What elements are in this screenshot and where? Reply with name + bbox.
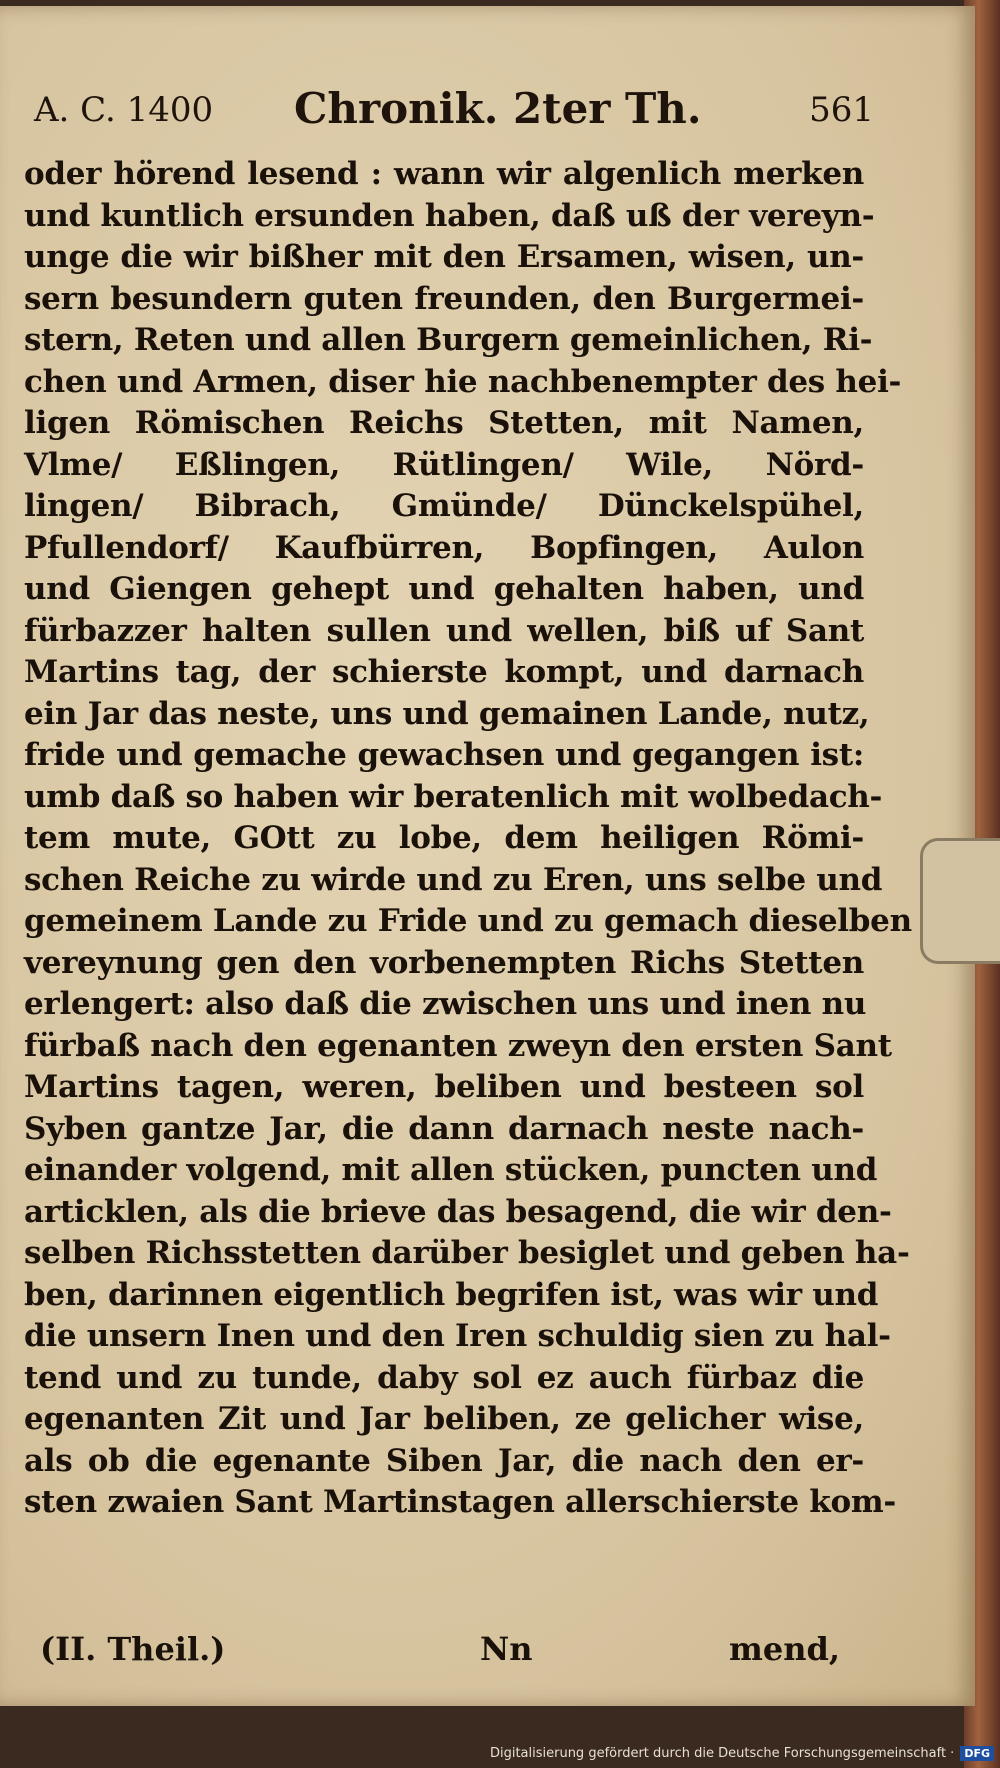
body-text (24, 154, 912, 1524)
text-line: stern, Reten und allen Burgern gemeinlichen, Ri- (24, 322, 873, 358)
running-head-title: Chronik. 2ter Th. (294, 84, 702, 133)
digitization-credit (490, 1742, 994, 1764)
page-header (34, 84, 874, 144)
text-line: oder hörend lesend : wann wir algenlich merken (24, 156, 864, 192)
text-line: Vlme/ Eßlingen, Rütlingen/ Wile, Nörd- (24, 446, 864, 483)
text-line: ligen Römischen Reichs Stetten, mit Namen, (24, 405, 864, 441)
text-line: fürbazzer halten sullen und wellen, biß uf Sant (24, 612, 864, 649)
credit-text: Digitalisierung gefördert durch die Deutsche Forschungsgemeinschaft · (489, 1745, 955, 1761)
text-line: unge die wir bißher mit den Ersamen, wisen, un- (24, 239, 864, 275)
text-line: gemeinem Lande zu Fride und zu gemach dieselben (24, 903, 912, 939)
text-line: und kuntlich ersunden haben, daß uß der vereyn- (24, 197, 875, 234)
text-line: chen und Armen, diser hie nachbenempter des hei- (24, 363, 902, 400)
catchword: mend, (729, 1630, 840, 1668)
text-line: Martins tagen, weren, beliben und besteen sol (24, 1069, 864, 1105)
text-line: sern besundern guten freunden, den Burgermei- (24, 280, 864, 317)
text-line: Pfullendorf/ Kaufbürren, Bopfingen, Aulon (24, 529, 864, 566)
text-line: sten zwaien Sant Martinstagen allerschierste kom- (24, 1484, 896, 1520)
text-line: die unsern Inen und den Iren schuldig sien zu hal- (24, 1318, 891, 1354)
text-line: schen Reiche zu wirde und zu Eren, uns selbe und (24, 861, 883, 898)
page-footer (40, 1630, 840, 1680)
text-line: articklen, als die brieve das besagend, die wir den- (24, 1193, 892, 1230)
running-head-year: A. C. 1400 (34, 90, 214, 130)
text-line: tend und zu tunde, daby sol ez auch fürbaz die (24, 1359, 864, 1396)
text-line: lingen/ Bibrach, Gmünde/ Dünckelspühel, (24, 488, 864, 524)
text-line: Martins tag, der schierste kompt, und darnach (24, 654, 864, 690)
page-tab-marker (920, 838, 1000, 964)
text-line: tem mute, GOtt zu lobe, dem heiligen Römi- (24, 820, 864, 856)
text-line: und Giengen gehept und gehalten haben, und (24, 571, 864, 607)
page-number: 561 (809, 90, 874, 130)
text-line: ben, darinnen eigentlich begrifen ist, was wir und (24, 1276, 879, 1313)
text-line: fürbaß nach den egenanten zweyn den ersten Sant (24, 1027, 892, 1064)
text-line: ein Jar das neste, uns und gemainen Lande, nutz, (24, 695, 870, 732)
text-line: fride und gemache gewachsen und gegangen ist: (24, 737, 864, 773)
book-page (0, 6, 975, 1706)
text-line: erlengert: also daß die zwischen uns und inen nu (24, 986, 867, 1022)
text-line: Syben gantze Jar, die dann darnach neste nach- (24, 1110, 864, 1147)
text-line: einander volgend, mit allen stücken, puncten und (24, 1152, 878, 1188)
text-line: selben Richsstetten darüber besiglet und geben ha- (24, 1235, 910, 1271)
quire-mark: Nn (480, 1630, 533, 1668)
text-line: vereynung gen den vorbenempten Richs Stetten (24, 944, 864, 981)
signature-mark: (II. Theil.) (40, 1630, 226, 1668)
text-line: egenanten Zit und Jar beliben, ze gelicher wise, (24, 1401, 864, 1437)
text-line: umb daß so haben wir beratenlich mit wolbedach- (24, 778, 883, 815)
dfg-logo: DFG (960, 1746, 994, 1761)
text-line: als ob die egenante Siben Jar, die nach den er- (24, 1442, 864, 1479)
